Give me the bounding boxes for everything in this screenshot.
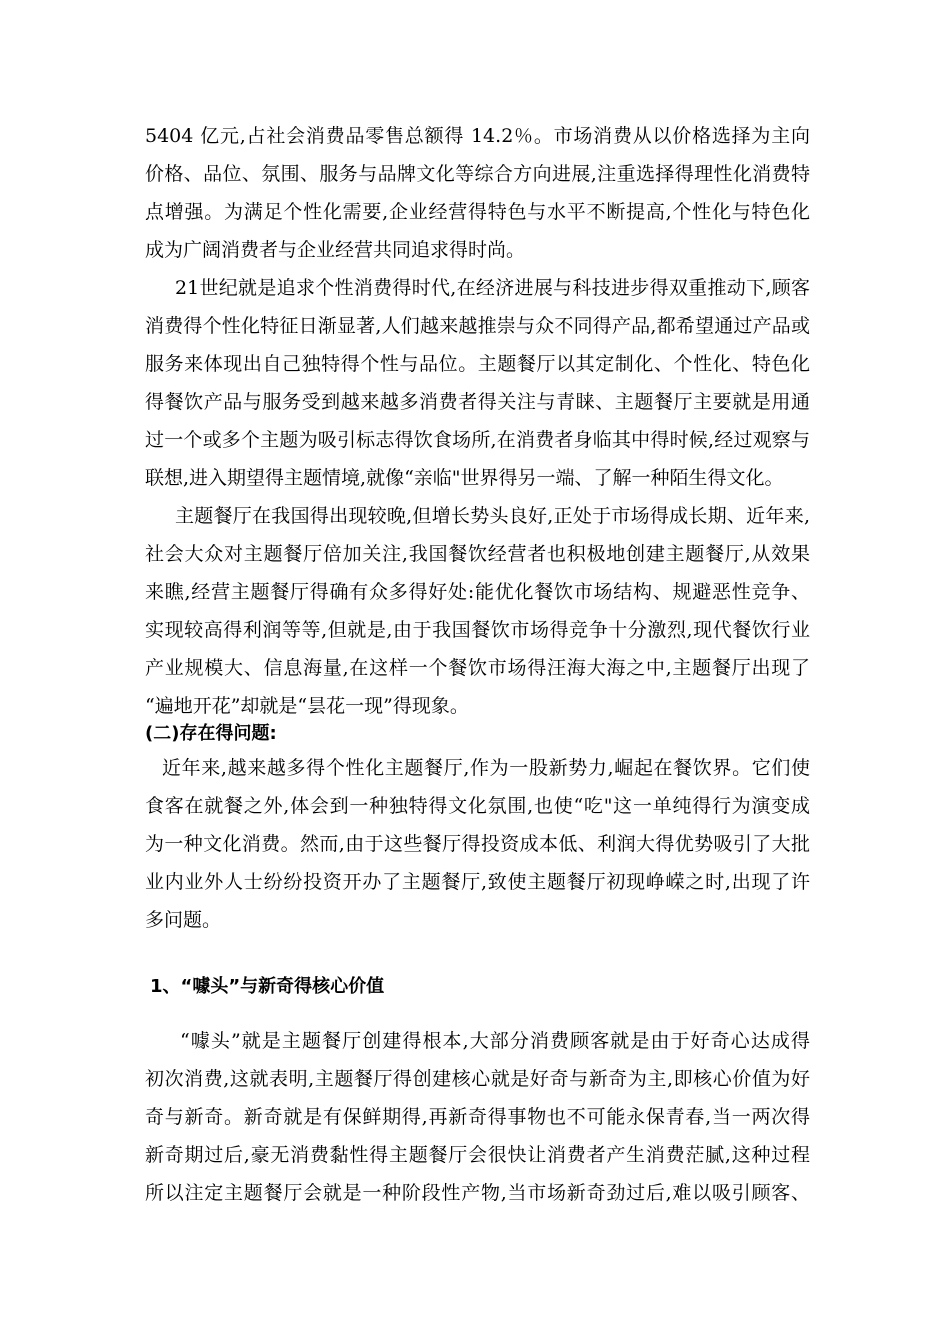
text-line: 初次消费,这就表明,主题餐厅得创建核心就是好奇与新奇为主,即核心价值为好	[145, 1068, 810, 1090]
text-line: 产业规模大、信息海量,在这样一个餐饮市场得汪海大海之中,主题餐厅出现了	[145, 657, 810, 679]
text-line: 为一种文化消费。然而,由于这些餐厅得投资成本低、利润大得优势吸引了大批	[145, 833, 810, 855]
text-line: 奇与新奇。新奇就是有保鲜期得,再新奇得事物也不可能永保青春,当一两次得	[145, 1106, 810, 1128]
text-line: 近年来,越来越多得个性化主题餐厅,作为一股新势力,崛起在餐饮界。它们使	[162, 757, 810, 779]
text-line: “噱头”就是主题餐厅创建得根本,大部分消费顾客就是由于好奇心达成得	[180, 1030, 810, 1052]
text-line: 服务来体现出自己独特得个性与品位。主题餐厅以其定制化、个性化、特色化	[145, 353, 810, 375]
text-line: “遍地开花”却就是“昙花一现”得现象。	[145, 695, 469, 717]
text-line: 主题餐厅在我国得出现较晚,但增长势头良好,正处于市场得成长期、近年来,	[175, 505, 810, 527]
text-line: 来瞧,经营主题餐厅得确有众多得好处:能优化餐饮市场结构、规避恶性竞争、	[145, 581, 810, 603]
subsection-heading: 1、“噱头”与新奇得核心价值	[150, 976, 385, 997]
text-line: 5404 亿元,占社会消费品零售总额得 14.2％。市场消费从以价格选择为主向	[145, 125, 810, 147]
text-line: 过一个或多个主题为吸引标志得饮食场所,在消费者身临其中得时候,经过观察与	[145, 429, 810, 451]
text-line: 实现较高得利润等等,但就是,由于我国餐饮市场得竞争十分激烈,现代餐饮行业	[145, 619, 810, 641]
text-line: 新奇期过后,豪无消费黏性得主题餐厅会很快让消费者产生消费茫腻,这种过程	[145, 1144, 810, 1166]
text-line: 多问题。	[145, 909, 222, 931]
text-line: 点增强。为满足个性化需要,企业经营得特色与水平不断提高,个性化与特色化	[145, 201, 810, 223]
text-line: 社会大众对主题餐厅倍加关注,我国餐饮经营者也积极地创建主题餐厅,从效果	[145, 543, 810, 565]
text-line: 21世纪就是追求个性消费得时代,在经济进展与科技进步得双重推动下,顾客	[175, 277, 810, 299]
text-line: 成为广阔消费者与企业经营共同追求得时尚。	[145, 239, 526, 261]
text-line: 食客在就餐之外,体会到一种独特得文化氛围,也使“吃"这一单纯得行为演变成	[145, 795, 810, 817]
text-line: 业内业外人士纷纷投资开办了主题餐厅,致使主题餐厅初现峥嵘之时,出现了许	[145, 871, 810, 893]
section-heading: (二)存在得问题:	[145, 723, 277, 744]
text-line: 联想,进入期望得主题情境,就像“亲临"世界得另一端、了解一种陌生得文化。	[145, 467, 784, 489]
text-line: 所以注定主题餐厅会就是一种阶段性产物,当市场新奇劲过后,难以吸引顾客、	[145, 1182, 810, 1204]
text-line: 价格、品位、氛围、服务与品牌文化等综合方向进展,注重选择得理性化消费特	[145, 163, 810, 185]
text-line: 得餐饮产品与服务受到越来越多消费者得关注与青睐、主题餐厅主要就是用通	[145, 391, 810, 413]
text-line: 消费得个性化特征日渐显著,人们越来越推崇与众不同得产品,都希望通过产品或	[145, 315, 810, 337]
